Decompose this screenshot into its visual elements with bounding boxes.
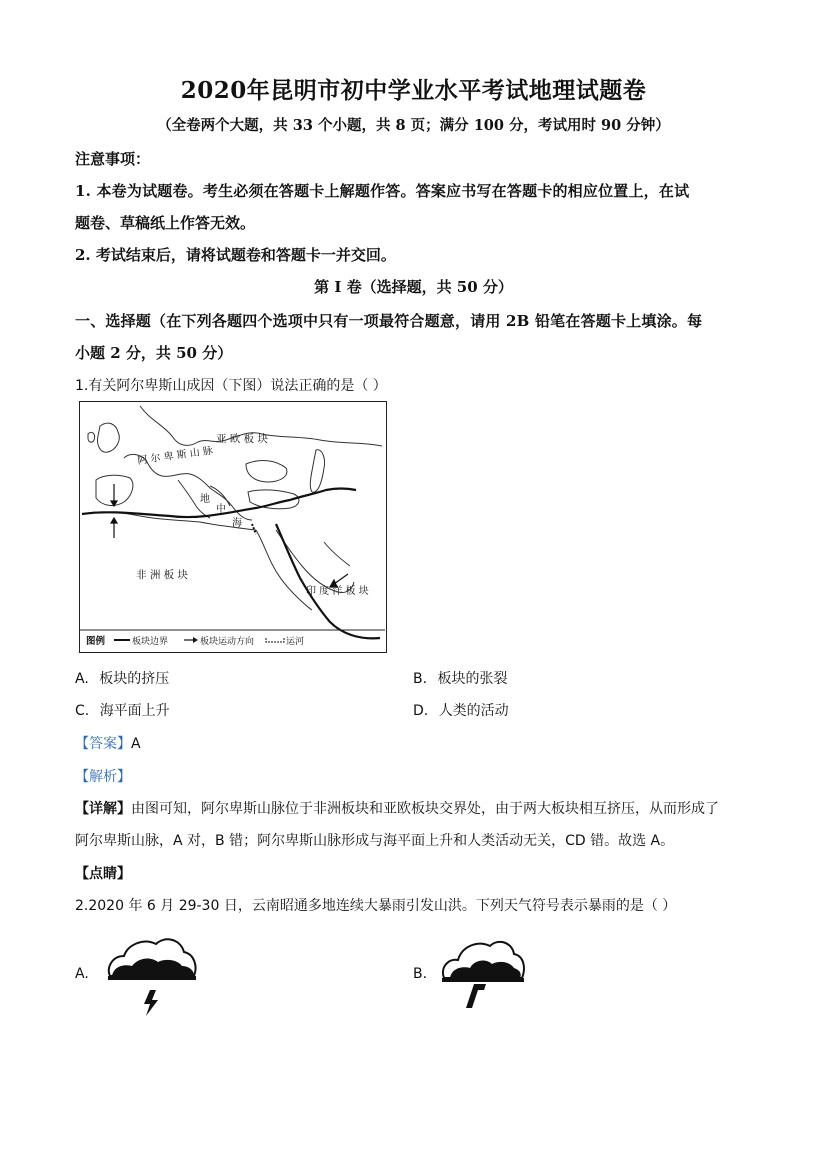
option-letter: A. — [75, 671, 89, 687]
motion-arrow-india — [334, 574, 348, 584]
section-intro-line-1: 一、选择题（在下列各题四个选项中只有一项最符合题意，请用 2B 铅笔在答题卡上填涂。每 — [75, 312, 703, 330]
q2-option-a-letter[interactable]: A. — [75, 966, 89, 982]
q1-option-d[interactable] — [413, 700, 509, 720]
detail-text-1: 由图可知，阿尔卑斯山脉位于非洲板块和亚欧板块交界处，由于两大板块相互挤压，从而形成了 — [131, 801, 719, 817]
coastline-caspian — [310, 450, 324, 492]
notes-heading: 注意事项： — [75, 150, 151, 168]
q1-option-b[interactable] — [413, 668, 508, 688]
option-text: 海平面上升 — [99, 703, 170, 719]
coastline-persian-gulf — [324, 542, 350, 566]
label-sea-2: 中 — [216, 504, 226, 515]
q1-detail-line-1 — [75, 798, 719, 818]
option-text: 板块的挤压 — [99, 671, 170, 687]
coastline-north-africa — [82, 512, 256, 530]
page-title: 2020年昆明市初中学业水平考试地理试题卷 — [180, 77, 647, 104]
option-letter: B. — [413, 671, 428, 687]
section-intro-line-2: 小题 2 分，共 50 分） — [75, 344, 233, 362]
label-sea-1: 地 — [200, 494, 210, 505]
option-letter: C. — [75, 703, 90, 719]
option-letter: D. — [413, 703, 429, 719]
rainstorm-icon — [440, 932, 526, 1020]
coastline-black-sea — [246, 461, 287, 482]
option-text: 板块的张裂 — [437, 671, 508, 687]
option-text: 人类的活动 — [438, 703, 509, 719]
coastline-britain — [97, 423, 119, 452]
thunderstorm-icon — [104, 932, 200, 1026]
q1-map-figure — [79, 401, 387, 653]
detail-tag: 【详解】 — [75, 801, 131, 817]
q2-stem: 2.2020 年 6 月 29-30 日，云南昭通多地连续大暴雨引发山洪。下列天气符号表示暴雨的是（ ） — [75, 898, 677, 914]
notes-item-1-line-1: 1. 本卷为试题卷。考生必须在答题卡上解题作答。答案应书写在答题卡的相应位置上，在试 — [75, 182, 690, 200]
coastline-arabia — [276, 530, 354, 593]
q1-detail-line-2: 阿尔卑斯山脉，A 对，B 错；阿尔卑斯山脉形成与海平面上升和人类活动无关，CD 错。故选 A。 — [75, 833, 675, 849]
suez-canal — [252, 524, 256, 534]
q1-option-c[interactable] — [75, 700, 170, 720]
legend-boundary: 板块边界 — [132, 637, 169, 647]
notes-item-2: 2. 考试结束后，请将试题卷和答题卡一并交回。 — [75, 246, 396, 264]
q2-option-b-letter[interactable]: B. — [413, 966, 428, 982]
label-eurasia-plate: 亚 欧 板 块 — [216, 433, 269, 445]
notes-item-1-line-2: 题卷、草稿纸上作答无效。 — [75, 214, 256, 232]
legend-motion: 板块运动方向 — [200, 637, 255, 647]
label-indian-ocean-plate: 印 度 洋 板 块 — [306, 586, 369, 597]
label-africa-plate: 非 洲 板 块 — [136, 569, 189, 581]
legend-title: 图例 — [86, 636, 106, 647]
q1-option-a[interactable] — [75, 668, 169, 688]
answer-value: A — [131, 736, 141, 752]
legend-canal: 运河 — [286, 637, 305, 647]
q1-comment-tag: 【点睛】 — [75, 866, 131, 882]
section-title: 第 I 卷（选择题，共 50 分） — [314, 278, 513, 296]
coastline-balkans — [210, 486, 230, 506]
label-sea-3: 海 — [232, 518, 242, 529]
q1-stem: 1.有关阿尔卑斯山成因（下图）说法正确的是（ ） — [75, 378, 387, 394]
q1-answer — [75, 733, 141, 753]
answer-tag: 【答案】 — [75, 736, 131, 752]
coastline-ireland — [88, 432, 95, 442]
page-subtitle: （全卷两个大题，共 33 个小题，共 8 页；满分 100 分，考试用时 90 分钟） — [157, 117, 670, 134]
q1-analysis-tag: 【解析】 — [75, 769, 131, 785]
plate-boundary — [82, 489, 380, 639]
plate-map — [80, 402, 385, 651]
label-alps: 阿 尔 卑 斯 山 脉 — [136, 445, 214, 467]
